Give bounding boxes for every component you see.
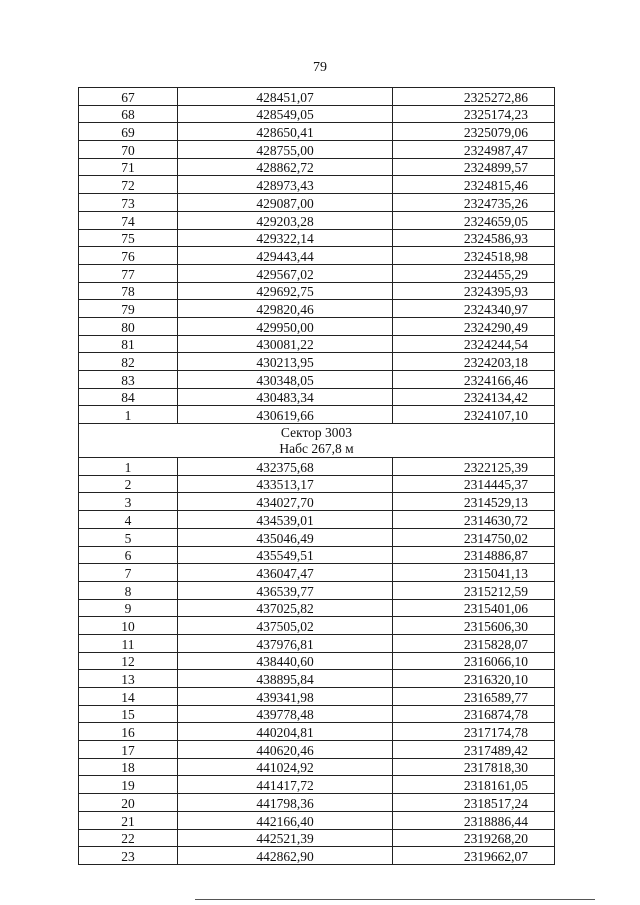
x-coordinate-cell: 439341,98 (178, 688, 393, 706)
y-coordinate-cell: 2315606,30 (393, 617, 555, 635)
sector-subtitle: Набс 267,8 м (279, 440, 354, 456)
y-coordinate-cell: 2324987,47 (393, 141, 555, 159)
y-coordinate-cell: 2324244,54 (393, 335, 555, 353)
y-coordinate-cell: 2324455,29 (393, 264, 555, 282)
point-number-cell: 11 (79, 634, 178, 652)
table-row (79, 670, 555, 688)
y-coordinate-cell: 2325079,06 (393, 123, 555, 141)
x-coordinate-cell: 429443,44 (178, 247, 393, 265)
x-coordinate-cell: 437505,02 (178, 617, 393, 635)
point-number-cell: 69 (79, 123, 178, 141)
point-number-cell: 1 (79, 406, 178, 424)
y-coordinate-cell: 2324107,10 (393, 406, 555, 424)
sector-header-group (79, 424, 555, 458)
point-number-cell: 76 (79, 247, 178, 265)
point-number-cell: 4 (79, 511, 178, 529)
y-coordinate-cell: 2319268,20 (393, 829, 555, 847)
coordinates-table (78, 87, 555, 865)
x-coordinate-cell: 434027,70 (178, 493, 393, 511)
x-coordinate-cell: 430483,34 (178, 388, 393, 406)
x-coordinate-cell: 437025,82 (178, 599, 393, 617)
y-coordinate-cell: 2322125,39 (393, 458, 555, 476)
x-coordinate-cell: 428862,72 (178, 158, 393, 176)
y-coordinate-cell: 2324815,46 (393, 176, 555, 194)
x-coordinate-cell: 436539,77 (178, 581, 393, 599)
point-number-cell: 67 (79, 88, 178, 106)
point-number-cell: 6 (79, 546, 178, 564)
table-row (79, 388, 555, 406)
table-row (79, 794, 555, 812)
table-row (79, 194, 555, 212)
y-coordinate-cell: 2324134,42 (393, 388, 555, 406)
y-coordinate-cell: 2317818,30 (393, 758, 555, 776)
point-number-cell: 15 (79, 705, 178, 723)
table-row (79, 105, 555, 123)
table-row (79, 264, 555, 282)
y-coordinate-cell: 2318886,44 (393, 811, 555, 829)
table-row (79, 723, 555, 741)
point-number-cell: 72 (79, 176, 178, 194)
table-row (79, 564, 555, 582)
rows-after-sector (79, 458, 555, 865)
y-coordinate-cell: 2315041,13 (393, 564, 555, 582)
x-coordinate-cell: 429203,28 (178, 211, 393, 229)
y-coordinate-cell: 2324518,98 (393, 247, 555, 265)
table-row (79, 493, 555, 511)
point-number-cell: 71 (79, 158, 178, 176)
table-row (79, 617, 555, 635)
point-number-cell: 23 (79, 847, 178, 865)
point-number-cell: 10 (79, 617, 178, 635)
y-coordinate-cell: 2315212,59 (393, 581, 555, 599)
y-coordinate-cell: 2324395,93 (393, 282, 555, 300)
point-number-cell: 81 (79, 335, 178, 353)
table-row (79, 829, 555, 847)
point-number-cell: 7 (79, 564, 178, 582)
x-coordinate-cell: 435046,49 (178, 528, 393, 546)
x-coordinate-cell: 436047,47 (178, 564, 393, 582)
table-row (79, 300, 555, 318)
y-coordinate-cell: 2314445,37 (393, 475, 555, 493)
x-coordinate-cell: 428549,05 (178, 105, 393, 123)
page-number: 79 (313, 60, 327, 75)
x-coordinate-cell: 429692,75 (178, 282, 393, 300)
table-row (79, 141, 555, 159)
table-row (79, 741, 555, 759)
point-number-cell: 70 (79, 141, 178, 159)
y-coordinate-cell: 2324203,18 (393, 353, 555, 371)
y-coordinate-cell: 2317489,42 (393, 741, 555, 759)
point-number-cell: 8 (79, 581, 178, 599)
y-coordinate-cell: 2315828,07 (393, 634, 555, 652)
x-coordinate-cell: 440620,46 (178, 741, 393, 759)
point-number-cell: 82 (79, 353, 178, 371)
x-coordinate-cell: 429820,46 (178, 300, 393, 318)
table-row (79, 176, 555, 194)
y-coordinate-cell: 2324586,93 (393, 229, 555, 247)
x-coordinate-cell: 442862,90 (178, 847, 393, 865)
point-number-cell: 12 (79, 652, 178, 670)
point-number-cell: 74 (79, 211, 178, 229)
point-number-cell: 1 (79, 458, 178, 476)
table-row (79, 247, 555, 265)
table-row (79, 599, 555, 617)
x-coordinate-cell: 438440,60 (178, 652, 393, 670)
x-coordinate-cell: 432375,68 (178, 458, 393, 476)
point-number-cell: 5 (79, 528, 178, 546)
x-coordinate-cell: 430213,95 (178, 353, 393, 371)
y-coordinate-cell: 2324166,46 (393, 371, 555, 389)
x-coordinate-cell: 429087,00 (178, 194, 393, 212)
x-coordinate-cell: 442521,39 (178, 829, 393, 847)
point-number-cell: 80 (79, 317, 178, 335)
y-coordinate-cell: 2324735,26 (393, 194, 555, 212)
x-coordinate-cell: 441024,92 (178, 758, 393, 776)
point-number-cell: 78 (79, 282, 178, 300)
table-row (79, 688, 555, 706)
table-row (79, 371, 555, 389)
y-coordinate-cell: 2318161,05 (393, 776, 555, 794)
table-row (79, 406, 555, 424)
point-number-cell: 3 (79, 493, 178, 511)
table-row (79, 847, 555, 865)
rows-before-sector (79, 88, 555, 424)
point-number-cell: 18 (79, 758, 178, 776)
sector-header-row (79, 424, 555, 458)
x-coordinate-cell: 440204,81 (178, 723, 393, 741)
table-row (79, 317, 555, 335)
y-coordinate-cell: 2325272,86 (393, 88, 555, 106)
x-coordinate-cell: 429950,00 (178, 317, 393, 335)
table-row (79, 475, 555, 493)
sector-title: Сектор 3003 (280, 424, 353, 440)
point-number-cell: 21 (79, 811, 178, 829)
point-number-cell: 73 (79, 194, 178, 212)
point-number-cell: 17 (79, 741, 178, 759)
y-coordinate-cell: 2314630,72 (393, 511, 555, 529)
y-coordinate-cell: 2314750,02 (393, 528, 555, 546)
x-coordinate-cell: 430081,22 (178, 335, 393, 353)
y-coordinate-cell: 2324290,49 (393, 317, 555, 335)
x-coordinate-cell: 437976,81 (178, 634, 393, 652)
x-coordinate-cell: 428755,00 (178, 141, 393, 159)
point-number-cell: 75 (79, 229, 178, 247)
bottom-divider (195, 899, 595, 900)
table-row (79, 811, 555, 829)
x-coordinate-cell: 428973,43 (178, 176, 393, 194)
point-number-cell: 14 (79, 688, 178, 706)
y-coordinate-cell: 2324659,05 (393, 211, 555, 229)
table-row (79, 353, 555, 371)
point-number-cell: 20 (79, 794, 178, 812)
point-number-cell: 13 (79, 670, 178, 688)
table-row (79, 528, 555, 546)
table-row (79, 158, 555, 176)
table-row (79, 546, 555, 564)
x-coordinate-cell: 428650,41 (178, 123, 393, 141)
point-number-cell: 68 (79, 105, 178, 123)
table-row (79, 229, 555, 247)
table-row (79, 705, 555, 723)
y-coordinate-cell: 2316589,77 (393, 688, 555, 706)
x-coordinate-cell: 433513,17 (178, 475, 393, 493)
point-number-cell: 2 (79, 475, 178, 493)
x-coordinate-cell: 441798,36 (178, 794, 393, 812)
x-coordinate-cell: 435549,51 (178, 546, 393, 564)
y-coordinate-cell: 2318517,24 (393, 794, 555, 812)
point-number-cell: 77 (79, 264, 178, 282)
table-row (79, 652, 555, 670)
point-number-cell: 9 (79, 599, 178, 617)
point-number-cell: 16 (79, 723, 178, 741)
point-number-cell: 83 (79, 371, 178, 389)
x-coordinate-cell: 439778,48 (178, 705, 393, 723)
point-number-cell: 19 (79, 776, 178, 794)
y-coordinate-cell: 2319662,07 (393, 847, 555, 865)
y-coordinate-cell: 2315401,06 (393, 599, 555, 617)
table-row (79, 511, 555, 529)
table-row (79, 88, 555, 106)
x-coordinate-cell: 434539,01 (178, 511, 393, 529)
x-coordinate-cell: 441417,72 (178, 776, 393, 794)
y-coordinate-cell: 2324899,57 (393, 158, 555, 176)
y-coordinate-cell: 2317174,78 (393, 723, 555, 741)
x-coordinate-cell: 430619,66 (178, 406, 393, 424)
x-coordinate-cell: 442166,40 (178, 811, 393, 829)
sector-header-cell (79, 424, 555, 458)
y-coordinate-cell: 2316320,10 (393, 670, 555, 688)
table-row (79, 335, 555, 353)
table-row (79, 581, 555, 599)
point-number-cell: 84 (79, 388, 178, 406)
y-coordinate-cell: 2324340,97 (393, 300, 555, 318)
table-row (79, 458, 555, 476)
x-coordinate-cell: 430348,05 (178, 371, 393, 389)
x-coordinate-cell: 438895,84 (178, 670, 393, 688)
point-number-cell: 79 (79, 300, 178, 318)
table-row (79, 282, 555, 300)
y-coordinate-cell: 2314886,87 (393, 546, 555, 564)
table-row (79, 776, 555, 794)
y-coordinate-cell: 2316066,10 (393, 652, 555, 670)
y-coordinate-cell: 2314529,13 (393, 493, 555, 511)
x-coordinate-cell: 429322,14 (178, 229, 393, 247)
table-row (79, 211, 555, 229)
table-row (79, 758, 555, 776)
point-number-cell: 22 (79, 829, 178, 847)
x-coordinate-cell: 428451,07 (178, 88, 393, 106)
table-row (79, 634, 555, 652)
table-row (79, 123, 555, 141)
y-coordinate-cell: 2325174,23 (393, 105, 555, 123)
y-coordinate-cell: 2316874,78 (393, 705, 555, 723)
x-coordinate-cell: 429567,02 (178, 264, 393, 282)
